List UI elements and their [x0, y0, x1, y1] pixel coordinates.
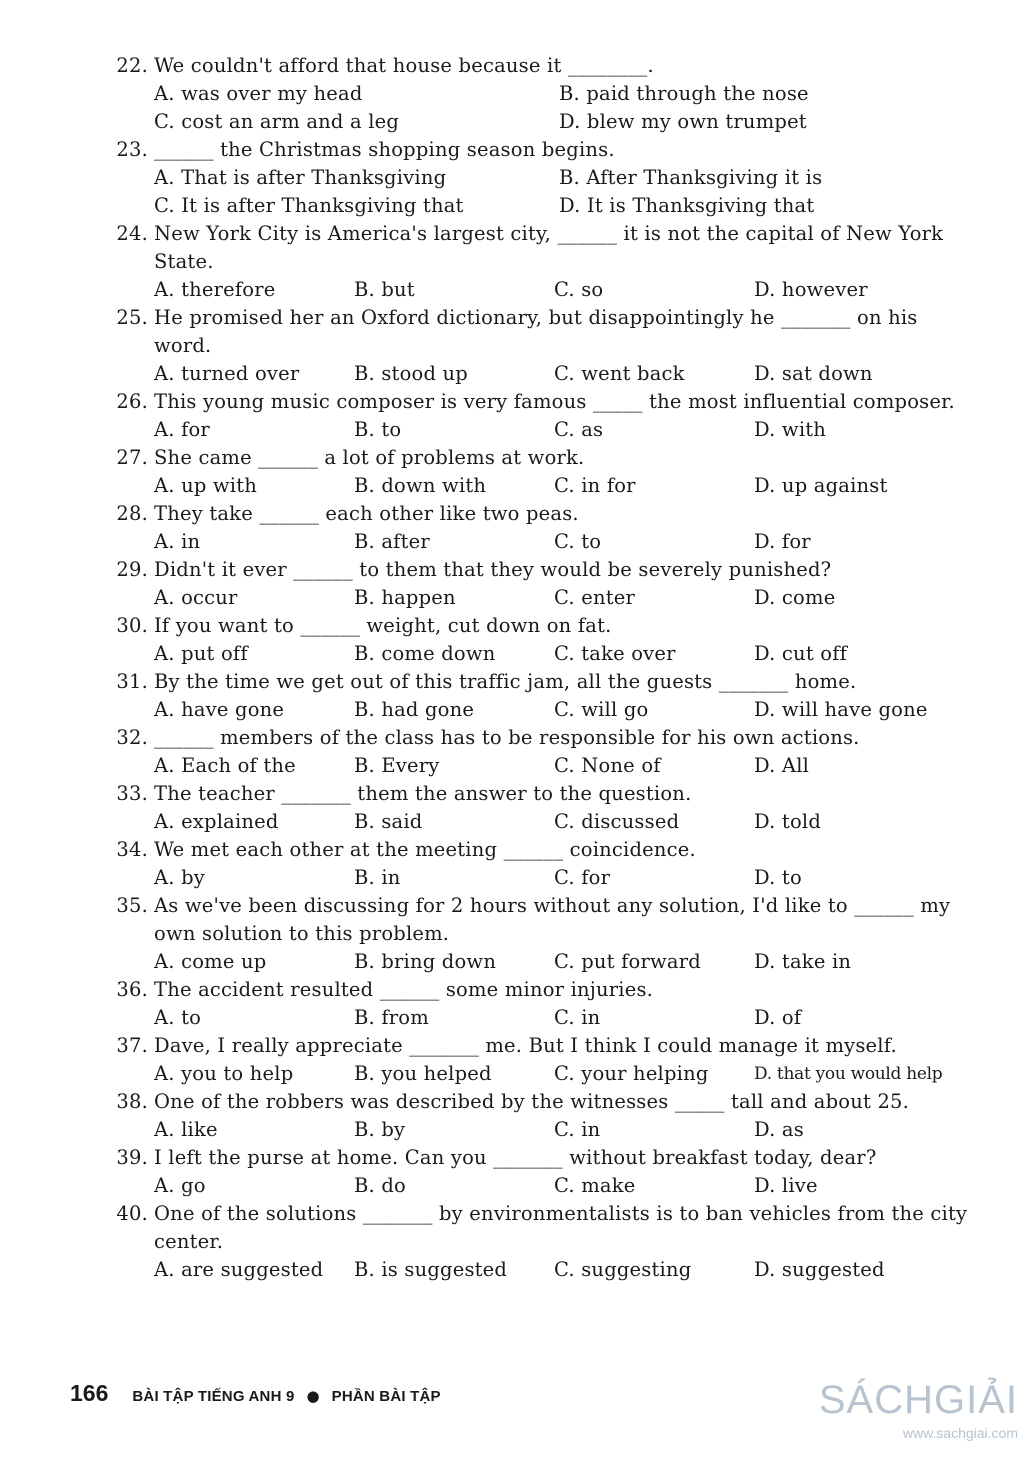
- answer-options: [106, 864, 976, 892]
- answer-option: C. put forward: [554, 950, 701, 973]
- answer-option: D. that you would help: [754, 1064, 943, 1084]
- question-text: We couldn't afford that house because it ________.: [154, 54, 654, 77]
- answer-option: D. of: [754, 1006, 802, 1029]
- answer-options: [106, 1004, 976, 1032]
- question-stem: [106, 836, 976, 864]
- answer-option: D. cut off: [754, 642, 848, 665]
- answer-option: C. take over: [554, 642, 676, 665]
- question-number: 34.: [116, 838, 148, 861]
- answer-option: C. None of: [554, 754, 661, 777]
- answer-options: [106, 276, 976, 304]
- answer-option: D. live: [754, 1174, 818, 1197]
- answer-option: C. to: [554, 530, 602, 553]
- answer-option: C. in: [554, 1118, 601, 1141]
- question-item: [106, 220, 976, 304]
- question-item: [106, 136, 976, 220]
- answer-option: B. said: [354, 810, 423, 833]
- question-item: [106, 304, 976, 388]
- answer-option: B. by: [354, 1118, 406, 1141]
- answer-option: B. but: [354, 278, 415, 301]
- answer-option: C. discussed: [554, 810, 680, 833]
- question-stem: [106, 724, 976, 752]
- question-stem: [106, 612, 976, 640]
- question-text: ______ members of the class has to be responsible for his own actions.: [154, 726, 860, 749]
- answer-option: B. from: [354, 1006, 429, 1029]
- question-text: Didn't it ever ______ to them that they would be severely punished?: [154, 558, 832, 581]
- answer-option: B. you helped: [354, 1062, 492, 1085]
- question-stem: [106, 780, 976, 808]
- question-item: [106, 780, 976, 836]
- answer-option: D. to: [754, 866, 802, 889]
- answer-option: C. as: [554, 418, 604, 441]
- answer-options: [106, 1172, 976, 1200]
- answer-option: B. After Thanksgiving it is: [559, 166, 823, 189]
- question-number: 30.: [116, 614, 148, 637]
- question-stem: [106, 976, 976, 1004]
- answer-options: [106, 948, 976, 976]
- question-text: This young music composer is very famous _____ the most influential composer.: [154, 390, 955, 413]
- answer-option: C. in for: [554, 474, 636, 497]
- question-number: 29.: [116, 558, 148, 581]
- question-item: [106, 388, 976, 444]
- answer-option: B. paid through the nose: [559, 82, 809, 105]
- question-number: 39.: [116, 1146, 148, 1169]
- answer-options: [106, 80, 976, 136]
- answer-option: D. told: [754, 810, 822, 833]
- question-number: 38.: [116, 1090, 148, 1113]
- question-stem: [106, 136, 976, 164]
- question-item: [106, 1144, 976, 1200]
- question-number: 22.: [116, 54, 148, 77]
- question-stem: [106, 556, 976, 584]
- answer-option: D. All: [754, 754, 810, 777]
- question-text: They take ______ each other like two peas.: [154, 502, 579, 525]
- answer-option: C. make: [554, 1174, 636, 1197]
- answer-option: C. It is after Thanksgiving that: [154, 194, 464, 217]
- question-text: ______ the Christmas shopping season begins.: [154, 138, 615, 161]
- question-item: [106, 556, 976, 612]
- question-item: [106, 668, 976, 724]
- answer-option: A. explained: [154, 810, 279, 833]
- question-stem: [106, 500, 976, 528]
- answer-option: A. like: [154, 1118, 218, 1141]
- question-text: As we've been discussing for 2 hours without any solution, I'd like to ______ my own solution to this problem.: [154, 894, 951, 945]
- answer-options: [106, 416, 976, 444]
- question-stem: [106, 668, 976, 696]
- answer-option: B. to: [354, 418, 402, 441]
- question-text: If you want to ______ weight, cut down on fat.: [154, 614, 612, 637]
- answer-options: [106, 472, 976, 500]
- answer-options: [106, 360, 976, 388]
- question-text: New York City is America's largest city, ______ it is not the capital of New York State.: [154, 222, 944, 273]
- question-text: I left the purse at home. Can you _______ without breakfast today, dear?: [154, 1146, 877, 1169]
- question-item: [106, 976, 976, 1032]
- answer-option: D. for: [754, 530, 811, 553]
- question-number: 37.: [116, 1034, 148, 1057]
- answer-option: B. do: [354, 1174, 406, 1197]
- answer-option: B. bring down: [354, 950, 497, 973]
- answer-options: [106, 696, 976, 724]
- question-stem: [106, 1200, 976, 1256]
- question-number: 40.: [116, 1202, 148, 1225]
- question-item: [106, 1032, 976, 1088]
- answer-option: C. will go: [554, 698, 649, 721]
- answer-option: A. therefore: [154, 278, 276, 301]
- answer-option: C. your helping: [554, 1062, 709, 1085]
- question-text: One of the robbers was described by the witnesses _____ tall and about 25.: [154, 1090, 910, 1113]
- section-title: PHẦN BÀI TẬP: [331, 1388, 441, 1405]
- book-title: BÀI TẬP TIẾNG ANH 9: [132, 1388, 295, 1405]
- question-item: [106, 836, 976, 892]
- answer-option: A. by: [154, 866, 205, 889]
- answer-options: [106, 1256, 976, 1284]
- question-number: 36.: [116, 978, 148, 1001]
- question-number: 35.: [116, 894, 148, 917]
- question-stem: [106, 304, 976, 360]
- answer-option: D. up against: [754, 474, 888, 497]
- watermark: [819, 1378, 1018, 1441]
- answer-option: D. come: [754, 586, 836, 609]
- answer-option: B. after: [354, 530, 430, 553]
- bullet-icon: ●: [306, 1387, 320, 1405]
- question-stem: [106, 1144, 976, 1172]
- answer-option: D. will have gone: [754, 698, 928, 721]
- question-item: [106, 500, 976, 556]
- question-item: [106, 1200, 976, 1284]
- question-stem: [106, 1088, 976, 1116]
- page-number: 166: [70, 1380, 109, 1406]
- question-stem: [106, 1032, 976, 1060]
- answer-option: B. happen: [354, 586, 456, 609]
- question-number: 25.: [116, 306, 148, 329]
- question-text: The accident resulted ______ some minor injuries.: [154, 978, 654, 1001]
- answer-option: A. That is after Thanksgiving: [154, 166, 447, 189]
- question-number: 23.: [116, 138, 148, 161]
- answer-option: D. blew my own trumpet: [559, 110, 807, 133]
- answer-options: [106, 1060, 976, 1088]
- answer-option: A. occur: [154, 586, 238, 609]
- answer-option: B. down with: [354, 474, 487, 497]
- question-item: [106, 444, 976, 500]
- watermark-url: www.sachgiai.com: [902, 1425, 1018, 1441]
- answer-option: D. It is Thanksgiving that: [559, 194, 815, 217]
- answer-option: A. up with: [154, 474, 258, 497]
- answer-options: [106, 752, 976, 780]
- question-text: One of the solutions _______ by environmentalists is to ban vehicles from the city center.: [154, 1202, 968, 1253]
- question-list: [106, 52, 976, 1284]
- question-number: 28.: [116, 502, 148, 525]
- question-number: 26.: [116, 390, 148, 413]
- answer-options: [106, 808, 976, 836]
- answer-options: [106, 1116, 976, 1144]
- answer-option: B. in: [354, 866, 401, 889]
- answer-option: A. are suggested: [154, 1258, 324, 1281]
- answer-option: D. suggested: [754, 1258, 885, 1281]
- answer-option: A. in: [154, 530, 201, 553]
- answer-option: D. as: [754, 1118, 804, 1141]
- question-text: He promised her an Oxford dictionary, but disappointingly he _______ on his word.: [154, 306, 918, 357]
- answer-option: A. turned over: [154, 362, 300, 385]
- answer-option: A. put off: [154, 642, 248, 665]
- answer-option: A. Each of the: [154, 754, 296, 777]
- answer-option: A. have gone: [154, 698, 285, 721]
- answer-option: B. is suggested: [354, 1258, 508, 1281]
- answer-option: D. with: [754, 418, 827, 441]
- answer-option: C. suggesting: [554, 1258, 692, 1281]
- answer-option: A. you to help: [154, 1062, 294, 1085]
- question-text: By the time we get out of this traffic jam, all the guests _______ home.: [154, 670, 857, 693]
- answer-option: A. go: [154, 1174, 206, 1197]
- question-item: [106, 1088, 976, 1144]
- watermark-logo: SÁCHGIẢI: [818, 1378, 1018, 1422]
- question-item: [106, 892, 976, 976]
- answer-option: C. so: [554, 278, 604, 301]
- answer-option: B. stood up: [354, 362, 468, 385]
- question-stem: [106, 52, 976, 80]
- question-item: [106, 52, 976, 136]
- question-item: [106, 724, 976, 780]
- answer-options: [106, 584, 976, 612]
- answer-option: D. however: [754, 278, 868, 301]
- question-number: 33.: [116, 782, 148, 805]
- answer-option: D. take in: [754, 950, 852, 973]
- question-number: 31.: [116, 670, 148, 693]
- answer-option: B. Every: [354, 754, 440, 777]
- answer-option: A. to: [154, 1006, 202, 1029]
- page-footer: [70, 1380, 441, 1407]
- answer-options: [106, 640, 976, 668]
- question-stem: [106, 388, 976, 416]
- question-stem: [106, 892, 976, 948]
- answer-option: C. enter: [554, 586, 636, 609]
- question-stem: [106, 444, 976, 472]
- answer-option: B. come down: [354, 642, 496, 665]
- answer-option: A. come up: [154, 950, 267, 973]
- answer-options: [106, 164, 976, 220]
- question-text: We met each other at the meeting ______ coincidence.: [154, 838, 696, 861]
- question-text: She came ______ a lot of problems at work.: [154, 446, 585, 469]
- answer-option: D. sat down: [754, 362, 873, 385]
- answer-option: A. was over my head: [154, 82, 363, 105]
- question-text: Dave, I really appreciate _______ me. But I think I could manage it myself.: [154, 1034, 897, 1057]
- question-number: 32.: [116, 726, 148, 749]
- answer-option: C. in: [554, 1006, 601, 1029]
- question-stem: [106, 220, 976, 276]
- question-text: The teacher _______ them the answer to the question.: [154, 782, 692, 805]
- answer-option: A. for: [154, 418, 210, 441]
- question-item: [106, 612, 976, 668]
- answer-option: C. went back: [554, 362, 685, 385]
- answer-option: B. had gone: [354, 698, 475, 721]
- answer-option: C. cost an arm and a leg: [154, 110, 400, 133]
- answer-options: [106, 528, 976, 556]
- question-number: 24.: [116, 222, 148, 245]
- answer-option: C. for: [554, 866, 611, 889]
- question-number: 27.: [116, 446, 148, 469]
